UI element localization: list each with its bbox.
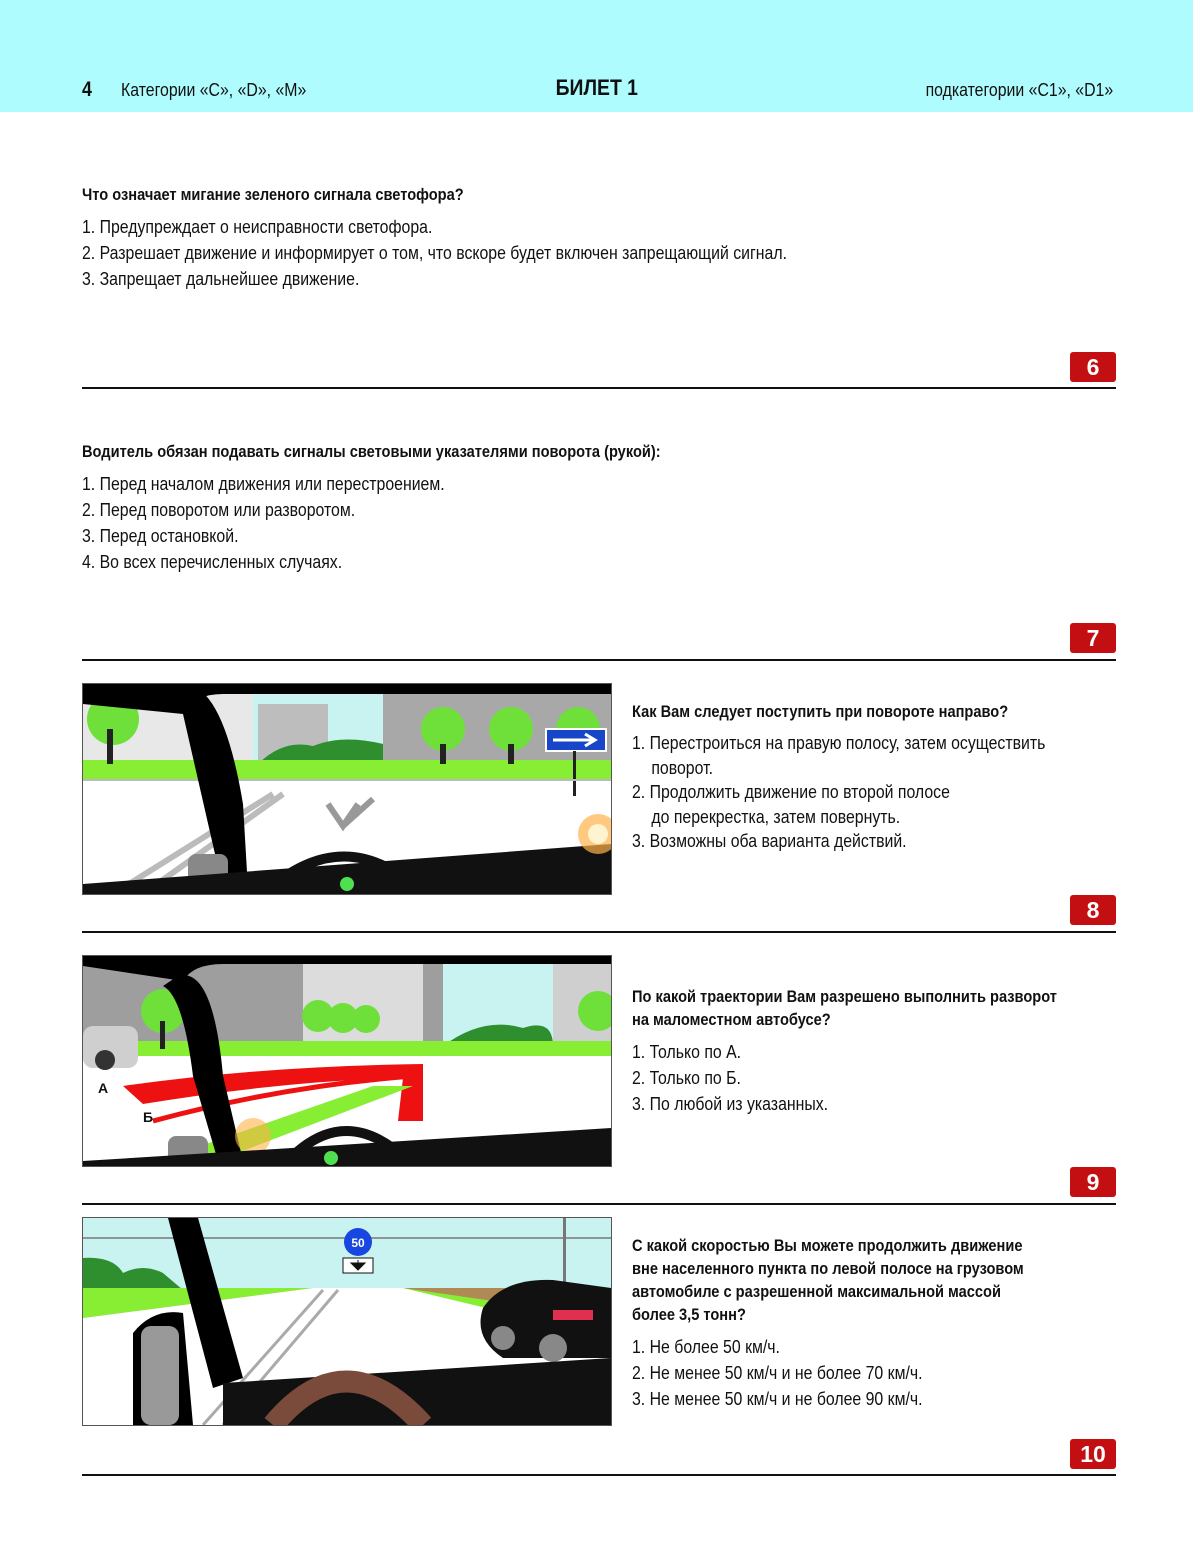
question-title: Водитель обязан подавать сигналы световыми указателями поворота (рукой): <box>82 442 661 461</box>
answer-option[interactable]: 3. Не менее 50 км/ч и не более 90 км/ч. <box>632 1389 923 1409</box>
question-10 <box>632 1234 1088 1412</box>
answer-option[interactable]: 1. Только по А. <box>632 1042 742 1062</box>
answer-list <box>632 731 1045 854</box>
question-title-line: на маломестном автобусе? <box>632 1010 831 1029</box>
question-8 <box>632 700 1102 854</box>
question-number-badge: 7 <box>1070 623 1116 653</box>
question-number-badge: 8 <box>1070 895 1116 925</box>
ticket-title: БИЛЕТ 1 <box>555 75 638 100</box>
question-7 <box>82 440 755 575</box>
answer-option[interactable]: 2. Не менее 50 км/ч и не более 70 км/ч. <box>632 1363 923 1383</box>
question-number-badge: 10 <box>1070 1439 1116 1469</box>
question-title-line: С какой скоростью Вы можете продолжить движение <box>632 1236 1023 1255</box>
answer-option[interactable]: 1. Не более 50 км/ч. <box>632 1337 780 1357</box>
question-8-illustration <box>82 683 612 895</box>
svg-text:Б: Б <box>143 1109 154 1125</box>
divider <box>82 1203 1116 1205</box>
divider <box>82 1474 1116 1476</box>
svg-text:50: 50 <box>351 1236 365 1250</box>
answer-option-continuation[interactable]: поворот. <box>651 757 713 778</box>
page-number: 4 <box>82 78 92 101</box>
answer-list <box>82 471 674 575</box>
page-header <box>0 0 1193 112</box>
divider <box>82 931 1116 933</box>
answer-list <box>632 1039 1067 1117</box>
answer-option[interactable]: 1. Перестроиться на правую полосу, затем осуществить <box>632 733 1046 753</box>
question-number-badge: 6 <box>1070 352 1116 382</box>
answer-option-continuation[interactable]: до перекрестка, затем повернуть. <box>651 806 901 827</box>
question-9 <box>632 985 1126 1117</box>
svg-text:А: А <box>98 1080 109 1096</box>
question-9-illustration <box>82 955 612 1167</box>
question-title-line: автомобиле с разрешенной максимальной массой <box>632 1282 1001 1301</box>
subcategories-label: подкатегории «C1», «D1» <box>925 80 1113 100</box>
question-10-illustration <box>82 1217 612 1426</box>
answer-option[interactable]: 3. По любой из указанных. <box>632 1094 829 1114</box>
answer-option[interactable]: 3. Перед остановкой. <box>82 526 239 546</box>
answer-option[interactable]: 1. Предупреждает о неисправности светофора. <box>82 217 433 237</box>
question-number-badge: 9 <box>1070 1167 1116 1197</box>
answer-option[interactable]: 3. Запрещает дальнейшее движение. <box>82 269 360 289</box>
question-title-line: более 3,5 тонн? <box>632 1305 746 1324</box>
answer-option[interactable]: 1. Перед началом движения или перестроением. <box>82 474 445 494</box>
answer-option[interactable]: 2. Продолжить движение по второй полосе <box>632 782 950 802</box>
answer-option[interactable]: 4. Во всех перечисленных случаях. <box>82 552 343 572</box>
answer-option[interactable]: 2. Перед поворотом или разворотом. <box>82 500 356 520</box>
answer-list <box>632 1334 1033 1412</box>
answer-option[interactable]: 2. Разрешает движение и информирует о том, что вскоре будет включен запрещающий сигнал. <box>82 243 787 263</box>
divider <box>82 387 1116 389</box>
question-title-line: вне населенного пункта по левой полосе на грузовом <box>632 1259 1024 1278</box>
answer-list <box>82 214 787 292</box>
categories-label: Категории «C», «D», «M» <box>121 80 307 100</box>
answer-option[interactable]: 2. Только по Б. <box>632 1068 741 1088</box>
question-title: Как Вам следует поступить при повороте направо? <box>632 702 1009 721</box>
divider <box>82 659 1116 661</box>
question-6 <box>82 183 883 292</box>
answer-option[interactable]: 3. Возможны оба варианта действий. <box>632 831 907 851</box>
question-title-line: По какой траектории Вам разрешено выполнить разворот <box>632 987 1057 1006</box>
question-title: Что означает мигание зеленого сигнала светофора? <box>82 185 464 204</box>
